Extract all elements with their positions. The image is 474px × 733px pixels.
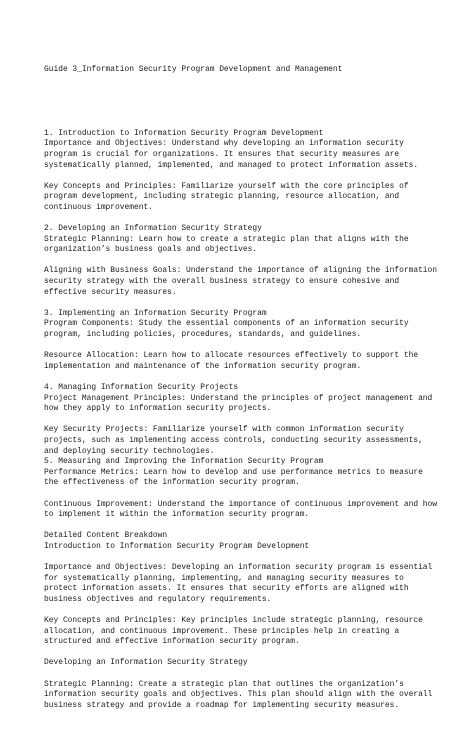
- document-blocks: [44, 129, 444, 712]
- text-line: 4. Managing Information Security Projects: [44, 383, 239, 392]
- blank-line: [44, 553, 444, 564]
- blank-line: [44, 415, 444, 426]
- blank-line: [44, 341, 444, 352]
- text-line: program is crucial for organizations. It ensures that security measures are: [44, 149, 400, 159]
- paragraph: [44, 500, 444, 521]
- text-line: Performance Metrics: Learn how to develop and use performance metrics to measure: [44, 467, 423, 477]
- paragraph: [44, 129, 444, 171]
- text-line: 2. Developing an Information Security Strategy: [44, 224, 262, 234]
- paragraph: [44, 680, 444, 712]
- paragraph: [44, 563, 444, 605]
- text-line: allocation, and continuous improvement. These principles help in creating a: [44, 626, 400, 636]
- paragraph: [44, 182, 444, 214]
- text-line: effective security measures.: [44, 287, 177, 297]
- text-line: Strategic Planning: Create a strategic plan that outlines the organization’s: [44, 679, 404, 689]
- text-line: 1. Introduction to Information Security Program Development: [44, 128, 324, 138]
- blank-line: [44, 214, 444, 225]
- blank-line: [44, 256, 444, 267]
- blank-line: [44, 97, 444, 108]
- paragraph: [44, 383, 444, 415]
- paragraph: [44, 351, 444, 372]
- text-line: Key Concepts and Principles: Key principles include strategic planning, resource: [44, 616, 423, 626]
- text-line: Key Concepts and Principles: Familiarize yourself with the core principles of: [44, 181, 409, 191]
- paragraph: [44, 425, 444, 489]
- paragraph: [44, 658, 444, 669]
- text-line: 5. Measuring and Improving the Information Security Program: [44, 457, 324, 467]
- blank-line: [44, 605, 444, 616]
- text-line: security strategy with the overall business strategy to ensure cohesive and: [44, 277, 400, 287]
- text-line: 3. Implementing an Information Security Program: [44, 308, 267, 318]
- blank-line: [44, 669, 444, 680]
- blank-line: [44, 171, 444, 182]
- text-line: Importance and Objectives: Developing an information security program is essential: [44, 563, 433, 573]
- text-line: systematically planned, implemented, and managed to protect information assets.: [44, 160, 419, 170]
- blank-line: [44, 298, 444, 309]
- paragraph: [44, 531, 444, 552]
- text-line: program, including policies, procedures, standards, and guidelines.: [44, 330, 362, 340]
- text-line: Resource Allocation: Learn how to allocate resources effectively to support the: [44, 351, 419, 361]
- text-line: Detailed Content Breakdown: [44, 531, 168, 541]
- text-line: information security goals and objectives. This plan should align with the overall: [44, 690, 433, 700]
- text-line: Importance and Objectives: Understand why developing an information security: [44, 139, 404, 149]
- text-line: Project Management Principles: Understand the principles of project management and: [44, 393, 433, 403]
- text-line: Strategic Planning: Learn how to create a strategic plan that aligns with the: [44, 234, 409, 244]
- blank-line: [44, 372, 444, 383]
- text-line: projects, such as implementing access controls, conducting security assessments,: [44, 435, 423, 445]
- document-title: Guide 3_Information Security Program Development and Management: [44, 65, 343, 75]
- document-body: [44, 44, 444, 733]
- text-line: structured and effective information security program.: [44, 637, 300, 647]
- blank-line: [44, 489, 444, 500]
- text-line: business strategy and provide a roadmap for implementing security measures.: [44, 700, 400, 710]
- text-line: program development, including strategic planning, resource allocation, and: [44, 192, 400, 202]
- text-line: implementation and maintenance of the information security program.: [44, 361, 362, 371]
- text-line: Developing an Information Security Strategy: [44, 658, 248, 668]
- text-line: Continuous Improvement: Understand the importance of continuous improvement and how: [44, 499, 438, 509]
- text-line: continuous improvement.: [44, 202, 153, 212]
- paragraph: [44, 309, 444, 341]
- paragraph: [44, 266, 444, 298]
- text-line: and deploying security technologies.: [44, 446, 215, 456]
- text-line: Key Security Projects: Familiarize yourself with common information security: [44, 425, 404, 435]
- paragraph: [44, 224, 444, 256]
- text-line: Program Components: Study the essential components of an information security: [44, 319, 409, 329]
- text-line: for systematically planning, implementing, and managing security measures to: [44, 573, 404, 583]
- text-line: Aligning with Business Goals: Understand the importance of aligning the information: [44, 266, 438, 276]
- blank-line: [44, 521, 444, 532]
- blank-line: [44, 648, 444, 659]
- text-line: to implement it within the information security program.: [44, 510, 310, 520]
- text-line: protect information assets. It ensures that security efforts are aligned with: [44, 584, 409, 594]
- text-line: how they apply to information security projects.: [44, 404, 272, 414]
- text-line: the effectiveness of the information security program.: [44, 478, 300, 488]
- text-line: Introduction to Information Security Program Development: [44, 541, 310, 551]
- text-line: organization’s business goals and objectives.: [44, 245, 258, 255]
- text-line: business objectives and regulatory requirements.: [44, 594, 272, 604]
